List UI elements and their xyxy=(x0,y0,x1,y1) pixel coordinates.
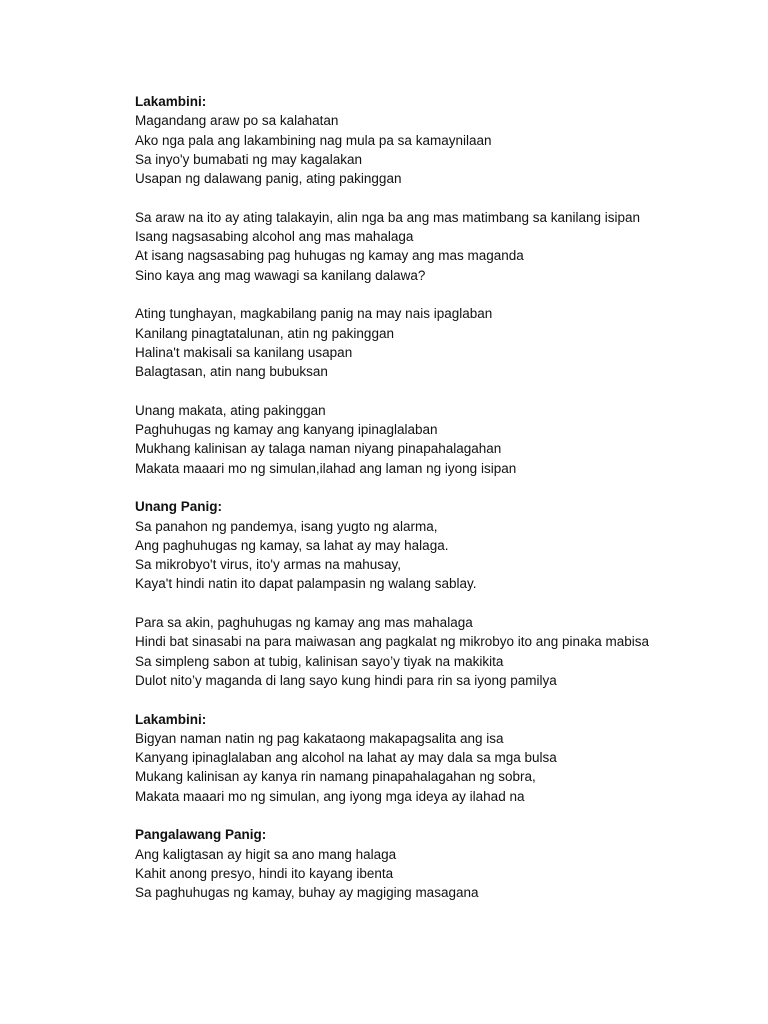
verse-line: Sa simpleng sabon at tubig, kalinisan sayo’y tiyak na makikita xyxy=(135,653,504,669)
verse-line: Magandang araw po sa kalahatan xyxy=(135,113,339,129)
verse-line: Ang kaligtasan ay higit sa ano mang halaga xyxy=(135,846,397,862)
verse-line: Kahit anong presyo, hindi ito kayang ibenta xyxy=(135,865,394,881)
verse-line: Mukhang kalinisan ay talaga naman niyang pinapahalagahan xyxy=(135,441,502,457)
document-page xyxy=(135,92,735,902)
verse-line: Sa inyo'y bumabati ng may kagalakan xyxy=(135,151,362,167)
verse-line: Kaya't hindi natin ito dapat palampasin ng walang sablay. xyxy=(135,576,477,592)
verse-line: Mukang kalinisan ay kanya rin namang pinapahalagahan ng sobra, xyxy=(135,769,536,785)
verse-line: Para sa akin, paghuhugas ng kamay ang mas mahalaga xyxy=(135,615,473,631)
verse-line: Halina't makisali sa kanilang usapan xyxy=(135,344,353,360)
verse-line: Paghuhugas ng kamay ang kanyang ipinaglalaban xyxy=(135,422,438,438)
verse-line: Ang paghuhugas ng kamay, sa lahat ay may halaga. xyxy=(135,537,449,553)
verse-line: Bigyan naman natin ng pag kakataong makapagsalita ang isa xyxy=(135,730,504,746)
verse-line: At isang nagsasabing pag huhugas ng kamay ang mas maganda xyxy=(135,248,524,264)
stanza-gap xyxy=(135,381,735,400)
verse-line: Dulot nito’y maganda di lang sayo kung hindi para rin sa iyong pamilya xyxy=(135,672,557,688)
verse-line: Usapan ng dalawang panig, ating pakinggan xyxy=(135,171,402,187)
verse-line: Ako nga pala ang lakambining nag mula pa sa kamaynilaan xyxy=(135,132,492,148)
verse-line: Sa mikrobyo't virus, ito'y armas na mahusay, xyxy=(135,557,401,573)
stanza-gap xyxy=(135,285,735,304)
verse-line: Ating tunghayan, magkabilang panig na may nais ipaglaban xyxy=(135,306,493,322)
section-heading-lakambini: Lakambini: xyxy=(135,711,207,727)
section-heading-pangalawang-panig: Pangalawang Panig: xyxy=(135,827,267,843)
stanza-gap xyxy=(135,188,735,207)
verse-line: Sa paghuhugas ng kamay, buhay ay magiging masagana xyxy=(135,885,479,901)
stanza-gap xyxy=(135,478,735,497)
verse-line: Makata maaari mo ng simulan, ang iyong mga ideya ay ilahad na xyxy=(135,788,525,804)
verse-line: Kanilang pinagtatalunan, atin ng pakinggan xyxy=(135,325,394,341)
verse-line: Sino kaya ang mag wawagi sa kanilang dalawa? xyxy=(135,267,426,283)
stanza-gap xyxy=(135,806,735,825)
verse-line: Kanyang ipinaglalaban ang alcohol na lahat ay may dala sa mga bulsa xyxy=(135,750,557,766)
verse-line: Balagtasan, atin nang bubuksan xyxy=(135,364,328,380)
verse-line: Makata maaari mo ng simulan,ilahad ang laman ng iyong isipan xyxy=(135,460,517,476)
stanza-gap xyxy=(135,594,735,613)
verse-line: Hindi bat sinasabi na para maiwasan ang pagkalat ng mikrobyo ito ang pinaka mabisa xyxy=(135,634,650,650)
verse-line: Sa araw na ito ay ating talakayin, alin nga ba ang mas matimbang sa kanilang isipan xyxy=(135,209,641,225)
verse-line: Sa panahon ng pandemya, isang yugto ng alarma, xyxy=(135,518,438,534)
stanza-gap xyxy=(135,690,735,709)
section-heading-lakambini: Lakambini: xyxy=(135,94,207,109)
section-heading-unang-panig: Unang Panig: xyxy=(135,499,222,515)
verse-line: Unang makata, ating pakinggan xyxy=(135,402,326,418)
verse-line: Isang nagsasabing alcohol ang mas mahalaga xyxy=(135,229,414,245)
